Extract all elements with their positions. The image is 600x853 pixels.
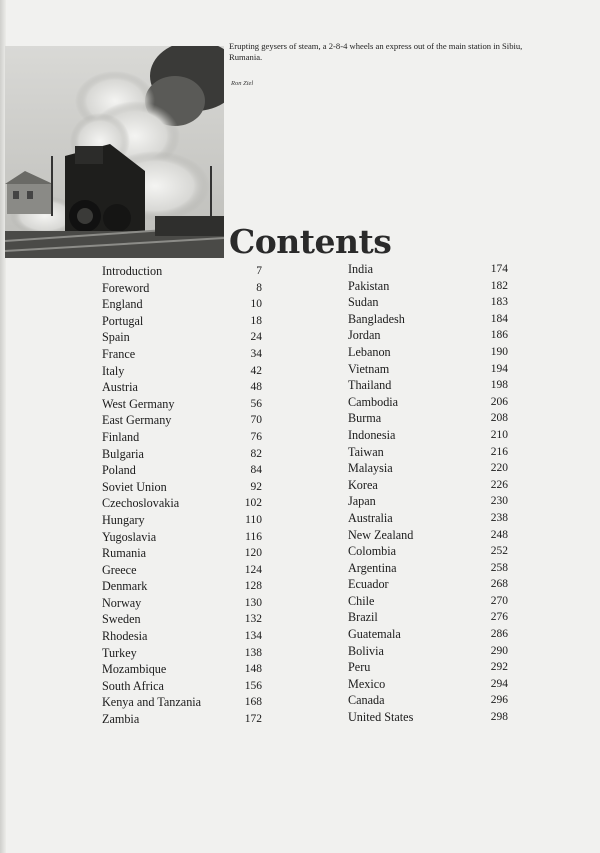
toc-entry <box>348 692 508 709</box>
toc-entry-page-number: 216 <box>490 445 508 458</box>
toc-entry-page-number: 102 <box>244 497 262 510</box>
toc-entry <box>102 645 262 662</box>
steam-locomotive-photo <box>5 46 224 258</box>
toc-entry-page-number: 18 <box>250 314 262 327</box>
toc-entry <box>102 429 262 446</box>
toc-entry-title: Vietnam <box>348 361 390 376</box>
toc-entry <box>348 444 508 461</box>
toc-entry <box>348 609 508 626</box>
toc-entry <box>102 512 262 529</box>
toc-entry-title: France <box>102 346 136 361</box>
toc-entry-page-number: 120 <box>244 547 262 560</box>
toc-entry-title: Bangladesh <box>348 311 405 326</box>
toc-entry-page-number: 42 <box>250 364 262 377</box>
toc-entry <box>102 396 262 413</box>
toc-entry-title: Soviet Union <box>102 479 167 494</box>
toc-entry <box>102 412 262 429</box>
toc-entry <box>348 377 508 394</box>
toc-entry-title: Australia <box>348 510 393 525</box>
toc-entry-title: Thailand <box>348 378 392 393</box>
toc-entry-page-number: 184 <box>490 312 508 325</box>
toc-entry <box>102 661 262 678</box>
toc-entry <box>102 628 262 645</box>
toc-entry <box>348 477 508 494</box>
toc-entry-title: Pakistan <box>348 278 390 293</box>
toc-entry-page-number: 296 <box>490 694 508 707</box>
toc-entry-title: Denmark <box>102 579 148 594</box>
toc-entry-page-number: 258 <box>490 561 508 574</box>
toc-entry <box>102 545 262 562</box>
toc-entry-page-number: 172 <box>244 713 262 726</box>
toc-entry-page-number: 252 <box>490 545 508 558</box>
toc-entry-title: New Zealand <box>348 527 414 542</box>
toc-entry-title: Italy <box>102 363 125 378</box>
toc-entry-title: Turkey <box>102 645 137 660</box>
toc-entry-page-number: 290 <box>490 644 508 657</box>
toc-entry-title: Jordan <box>348 328 381 343</box>
toc-entry <box>102 595 262 612</box>
toc-entry-title: Ecuador <box>348 577 389 592</box>
toc-entry-title: Bulgaria <box>102 446 144 461</box>
toc-entry <box>102 329 262 346</box>
toc-entry <box>102 263 262 280</box>
toc-entry-title: United States <box>348 710 414 725</box>
toc-entry <box>102 495 262 512</box>
toc-entry <box>348 493 508 510</box>
toc-entry <box>102 379 262 396</box>
toc-entry-page-number: 82 <box>250 447 262 460</box>
toc-entry-page-number: 248 <box>490 528 508 541</box>
toc-entry-page-number: 56 <box>250 397 262 410</box>
toc-entry-page-number: 8 <box>256 281 262 294</box>
toc-entry-page-number: 238 <box>490 511 508 524</box>
toc-entry <box>348 643 508 660</box>
toc-entry-page-number: 128 <box>244 580 262 593</box>
toc-entry-title: Brazil <box>348 610 378 625</box>
toc-entry <box>102 346 262 363</box>
toc-entry-page-number: 84 <box>250 464 262 477</box>
toc-entry <box>348 311 508 328</box>
toc-entry-page-number: 286 <box>490 628 508 641</box>
toc-entry-page-number: 198 <box>490 379 508 392</box>
toc-entry-page-number: 276 <box>490 611 508 624</box>
toc-entry <box>102 711 262 728</box>
toc-entry-page-number: 70 <box>250 414 262 427</box>
toc-entry-title: Burma <box>348 411 382 426</box>
toc-entry-page-number: 270 <box>490 594 508 607</box>
toc-entry-page-number: 182 <box>490 279 508 292</box>
toc-entry <box>348 510 508 527</box>
toc-entry-page-number: 7 <box>256 265 262 277</box>
toc-entry-page-number: 138 <box>244 646 262 659</box>
toc-entry-title: Japan <box>348 494 376 509</box>
toc-entry <box>102 296 262 313</box>
toc-entry-page-number: 48 <box>250 381 262 394</box>
toc-entry <box>102 562 262 579</box>
toc-entry-title: Indonesia <box>348 427 396 442</box>
toc-entry <box>102 462 262 479</box>
toc-entry-page-number: 206 <box>490 395 508 408</box>
toc-entry-page-number: 124 <box>244 563 262 576</box>
toc-entry-title: Spain <box>102 330 130 345</box>
toc-entry-title: Bolivia <box>348 643 384 658</box>
toc-entry-title: Foreword <box>102 280 150 295</box>
toc-entry <box>348 327 508 344</box>
toc-entry-title: Hungary <box>102 512 145 527</box>
toc-entry-page-number: 76 <box>250 430 262 443</box>
toc-entry <box>102 578 262 595</box>
toc-entry <box>102 529 262 546</box>
toc-entry-page-number: 134 <box>244 630 262 643</box>
toc-left-column <box>102 263 262 728</box>
toc-entry-title: Peru <box>348 660 371 675</box>
toc-entry-page-number: 10 <box>250 298 262 311</box>
toc-entry-title: Taiwan <box>348 444 384 459</box>
toc-entry <box>348 659 508 676</box>
toc-entry-page-number: 92 <box>250 480 262 493</box>
toc-entry-page-number: 220 <box>490 462 508 475</box>
toc-entry <box>348 460 508 477</box>
toc-entry-page-number: 174 <box>490 263 508 275</box>
toc-entry-page-number: 210 <box>490 428 508 441</box>
toc-entry-title: Zambia <box>102 712 140 727</box>
toc-right-column <box>348 261 508 726</box>
toc-entry-title: Canada <box>348 693 385 708</box>
toc-entry-title: West Germany <box>102 396 175 411</box>
toc-entry-page-number: 208 <box>490 412 508 425</box>
toc-entry <box>348 709 508 726</box>
toc-entry-title: Norway <box>102 595 142 610</box>
toc-entry-title: Kenya and Tanzania <box>102 695 202 710</box>
toc-entry <box>102 678 262 695</box>
toc-entry-page-number: 294 <box>490 677 508 690</box>
toc-entry-page-number: 268 <box>490 578 508 591</box>
toc-entry <box>348 261 508 278</box>
toc-entry-title: Sudan <box>348 295 379 310</box>
toc-entry <box>102 363 262 380</box>
toc-entry-page-number: 148 <box>244 663 262 676</box>
toc-entry-page-number: 298 <box>490 711 508 724</box>
toc-entry <box>348 543 508 560</box>
toc-entry-page-number: 226 <box>490 478 508 491</box>
toc-entry <box>348 527 508 544</box>
toc-entry-title: Austria <box>102 380 138 395</box>
toc-entry <box>348 676 508 693</box>
toc-entry-title: Malaysia <box>348 461 393 476</box>
toc-entry-title: Czechoslovakia <box>102 496 180 511</box>
toc-entry <box>348 394 508 411</box>
toc-entry <box>102 611 262 628</box>
toc-entry-page-number: 190 <box>490 345 508 358</box>
toc-entry <box>348 294 508 311</box>
toc-entry <box>348 560 508 577</box>
toc-entry-page-number: 156 <box>244 679 262 692</box>
toc-entry <box>348 427 508 444</box>
toc-entry-page-number: 292 <box>490 661 508 674</box>
toc-entry-page-number: 194 <box>490 362 508 375</box>
toc-entry <box>348 410 508 427</box>
toc-entry-title: Rumania <box>102 546 147 561</box>
toc-entry <box>102 446 262 463</box>
toc-entry <box>102 694 262 711</box>
toc-entry-title: Lebanon <box>348 344 391 359</box>
page-title: Contents <box>229 222 392 261</box>
toc-entry-title: South Africa <box>102 678 164 693</box>
toc-entry <box>348 576 508 593</box>
toc-entry-title: Colombia <box>348 544 397 559</box>
toc-entry-title: England <box>102 297 143 312</box>
toc-entry <box>348 593 508 610</box>
toc-entry-title: Mozambique <box>102 662 167 677</box>
toc-entry-title: Yugoslavia <box>102 529 157 544</box>
toc-entry-page-number: 183 <box>490 296 508 309</box>
toc-entry-title: Mexico <box>348 676 386 691</box>
toc-entry-title: Greece <box>102 562 137 577</box>
toc-entry-title: Finland <box>102 429 140 444</box>
toc-entry-title: Cambodia <box>348 394 399 409</box>
toc-entry-page-number: 168 <box>244 696 262 709</box>
toc-entry-page-number: 24 <box>250 331 262 344</box>
toc-entry <box>102 280 262 297</box>
toc-entry-page-number: 110 <box>245 513 262 526</box>
toc-entry-title: Korea <box>348 477 378 492</box>
toc-entry-title: Poland <box>102 463 136 478</box>
toc-entry-page-number: 130 <box>244 596 262 609</box>
toc-entry <box>348 361 508 378</box>
toc-entry-title: Argentina <box>348 560 397 575</box>
photo-credit: Ron Ziel <box>231 80 254 87</box>
toc-entry-page-number: 116 <box>245 530 262 543</box>
toc-entry-title: Chile <box>348 593 375 608</box>
toc-entry <box>102 313 262 330</box>
toc-entry-page-number: 132 <box>244 613 262 626</box>
toc-entry-title: Guatemala <box>348 627 401 642</box>
toc-entry-title: Introduction <box>102 264 163 278</box>
toc-entry <box>348 626 508 643</box>
toc-entry-title: East Germany <box>102 413 172 428</box>
toc-entry-page-number: 186 <box>490 329 508 342</box>
photo-caption: Erupting geysers of steam, a 2-8-4 wheels an express out of the main station in Sibiu, Rumania. <box>229 41 523 62</box>
toc-entry <box>102 479 262 496</box>
toc-entry-title: Portugal <box>102 313 144 328</box>
toc-entry-page-number: 230 <box>490 495 508 508</box>
toc-entry <box>348 278 508 295</box>
toc-entry-title: Rhodesia <box>102 629 148 644</box>
toc-entry-title: Sweden <box>102 612 141 627</box>
toc-entry <box>348 344 508 361</box>
toc-entry-page-number: 34 <box>250 347 262 360</box>
toc-entry-title: India <box>348 262 374 276</box>
